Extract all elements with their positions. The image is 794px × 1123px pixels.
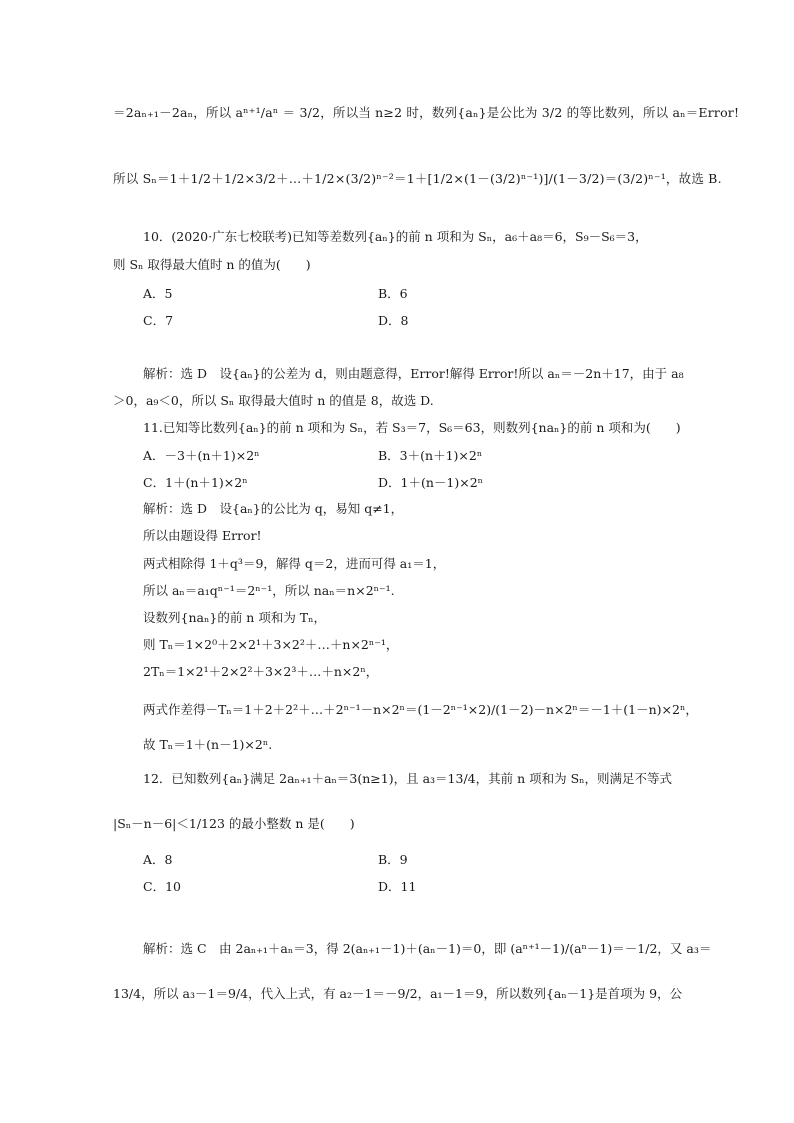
question-12-solution: 13/4，所以 a₃－1＝9/4，代入上式，有 a₂－1＝－9/2，a₁－1＝9，所以数列{aₙ－1}是首项为 9，公 <box>113 986 683 1001</box>
option-c: C．10 <box>143 879 181 894</box>
question-11-solution-line: 所以由题设得 Error! <box>143 528 262 543</box>
question-11-solution-line: 故 Tₙ＝1＋(n－1)×2ⁿ. <box>143 737 273 752</box>
question-11-solution-line: 设数列{naₙ}的前 n 项和为 Tₙ， <box>143 610 327 625</box>
option-d: D．11 <box>378 879 417 894</box>
option-d: D．8 <box>378 313 409 328</box>
question-11-solution-line: 则 Tₙ＝1×2⁰＋2×2¹＋3×2²＋…＋n×2ⁿ⁻¹， <box>143 637 399 652</box>
question-10-stem: 10．(2020·广东七校联考)已知等差数列{aₙ}的前 n 项和为 Sₙ，a₆＋a₈＝6，S₉－S₆＝3， <box>143 229 648 244</box>
question-11-stem: 11.已知等比数列{aₙ}的前 n 项和为 Sₙ，若 S₃＝7，S₆＝63，则数列{naₙ}的前 n 项和为( ) <box>143 420 681 435</box>
question-12-solution: 解析：选 C 由 2aₙ₊₁＋aₙ＝3，得 2(aₙ₊₁－1)＋(aₙ－1)＝0，即 (aⁿ⁺¹－1)/(aⁿ－1)＝－1/2，又 a₃＝ <box>143 941 712 956</box>
question-10-solution: ＞0，a₉＜0，所以 Sₙ 取得最大值时 n 的值是 8，故选 D. <box>113 393 434 408</box>
option-a: A．5 <box>143 286 173 301</box>
question-11-solution-line: 所以 aₙ＝a₁qⁿ⁻¹＝2ⁿ⁻¹，所以 naₙ＝n×2ⁿ⁻¹. <box>143 583 395 598</box>
question-11-solution-line: 两式作差得－Tₙ＝1＋2＋2²＋…＋2ⁿ⁻¹－n×2ⁿ＝(1－2ⁿ⁻¹×2)/(1－2)－n×2ⁿ＝－1＋(1－n)×2ⁿ， <box>143 702 698 717</box>
option-c: C．7 <box>143 313 174 328</box>
solution-line: ＝2aₙ₊₁－2aₙ，所以 aⁿ⁺¹/aⁿ ＝ 3/2，所以当 n≥2 时，数列{aₙ}是公比为 3/2 的等比数列，所以 aₙ＝Error! <box>113 105 740 120</box>
option-d: D．1＋(n－1)×2ⁿ <box>378 475 484 490</box>
question-11-solution-line: 解析：选 D 设{aₙ}的公比为 q，易知 q≠1， <box>143 501 404 516</box>
option-b: B．6 <box>378 286 408 301</box>
option-c: C．1＋(n＋1)×2ⁿ <box>143 475 248 490</box>
option-b: B．9 <box>378 852 408 867</box>
question-11-solution-line: 2Tₙ＝1×2¹＋2×2²＋3×2³＋…＋n×2ⁿ， <box>143 664 379 679</box>
question-12-stem: |Sₙ－n－6|＜1/123 的最小整数 n 是( ) <box>113 816 355 831</box>
solution-line: 所以 Sₙ＝1＋1/2＋1/2×3/2＋…＋1/2×(3/2)ⁿ⁻²＝1＋[1/2×(1－(3/2)ⁿ⁻¹)]/(1－3/2)＝(3/2)ⁿ⁻¹，故选 B. <box>113 171 722 186</box>
option-a: A．－3＋(n＋1)×2ⁿ <box>143 448 260 463</box>
question-12-stem: 12．已知数列{aₙ}满足 2aₙ₊₁＋aₙ＝3(n≥1)，且 a₃＝13/4，其前 n 项和为 Sₙ，则满足不等式 <box>143 771 673 786</box>
option-a: A．8 <box>143 852 173 867</box>
question-10-solution: 解析：选 D 设{aₙ}的公差为 d，则由题意得，Error!解得 Error!所以 aₙ＝－2n＋17，由于 a₈ <box>143 366 684 381</box>
question-11-solution-line: 两式相除得 1＋q³＝9，解得 q＝2，进而可得 a₁＝1， <box>143 556 446 571</box>
option-b: B．3＋(n＋1)×2ⁿ <box>378 448 483 463</box>
question-10-stem: 则 Sₙ 取得最大值时 n 的值为( ) <box>113 257 311 272</box>
